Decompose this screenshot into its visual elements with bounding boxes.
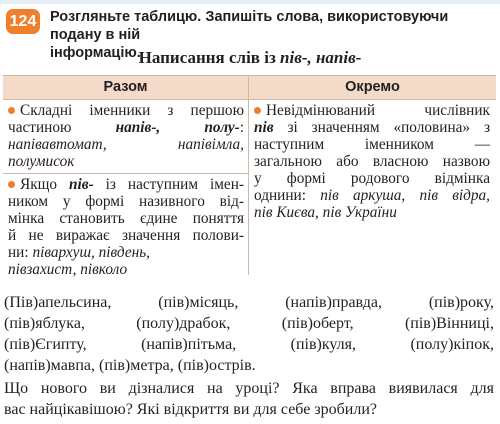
exercise-line: (напів)мавпа, (пів)метра, (пів)острів. (4, 357, 256, 374)
right-cell-numeral-half: Невідмінюваний числівник пів зі значенням «половина» з наступним іменником — загальною або власною назвою у формі родового відмінка однини: пів аркуша, пів відра, пів Києва, пів України (254, 102, 490, 221)
exercise-number-badge (6, 9, 40, 34)
question-line: Що нового ви дізналися на уроці? Яка вправа виявилася для (4, 380, 494, 397)
left-cell-separator (3, 173, 248, 174)
instruction-line-1: Розгляньте таблицю. Запишіть слова, використовуючи подану в ній (50, 9, 449, 43)
header-together: Разом (103, 79, 148, 95)
rules-table (3, 75, 496, 278)
table-title: Написання слів із пів-, напів- (138, 48, 362, 67)
left-cell-compound-nouns: Складні іменники з першою частиною напів-, полу-: напівавтомат, напівімла, полумисок (8, 102, 244, 170)
table-divider (248, 76, 249, 275)
instruction-line-2: інформацію. (50, 45, 141, 61)
bullet-icon (254, 107, 261, 114)
question-line: вас найцікавішою? Які відкриття ви для себе зробили? (4, 401, 377, 418)
top-strip (0, 0, 500, 4)
exercise-words (4, 292, 494, 376)
reflection-question (4, 378, 494, 420)
exercise-line: (Пів)апельсина, (пів)місяць, (напів)правда, (пів)року, (4, 294, 494, 311)
exercise-number: 124 (9, 12, 37, 30)
exercise-line: (пів)яблука, (полу)драбок, (пів)оберт, (пів)Вінниці, (4, 315, 494, 332)
left-cell-single-concept: Якщо пів- із наступним імен- ником у формі називного від- мінка становить єдине поняття й не виражає значення полови- ни: півархуш, південь, півзахист, півколо (8, 176, 244, 278)
exercise-line: (пів)Єгипту, (напів)пітьма, (пів)куля, (полу)кіпок, (4, 336, 494, 353)
table-header (3, 76, 496, 100)
bullet-icon (8, 107, 15, 114)
bullet-icon (8, 181, 15, 188)
header-separately: Окремо (345, 79, 400, 95)
